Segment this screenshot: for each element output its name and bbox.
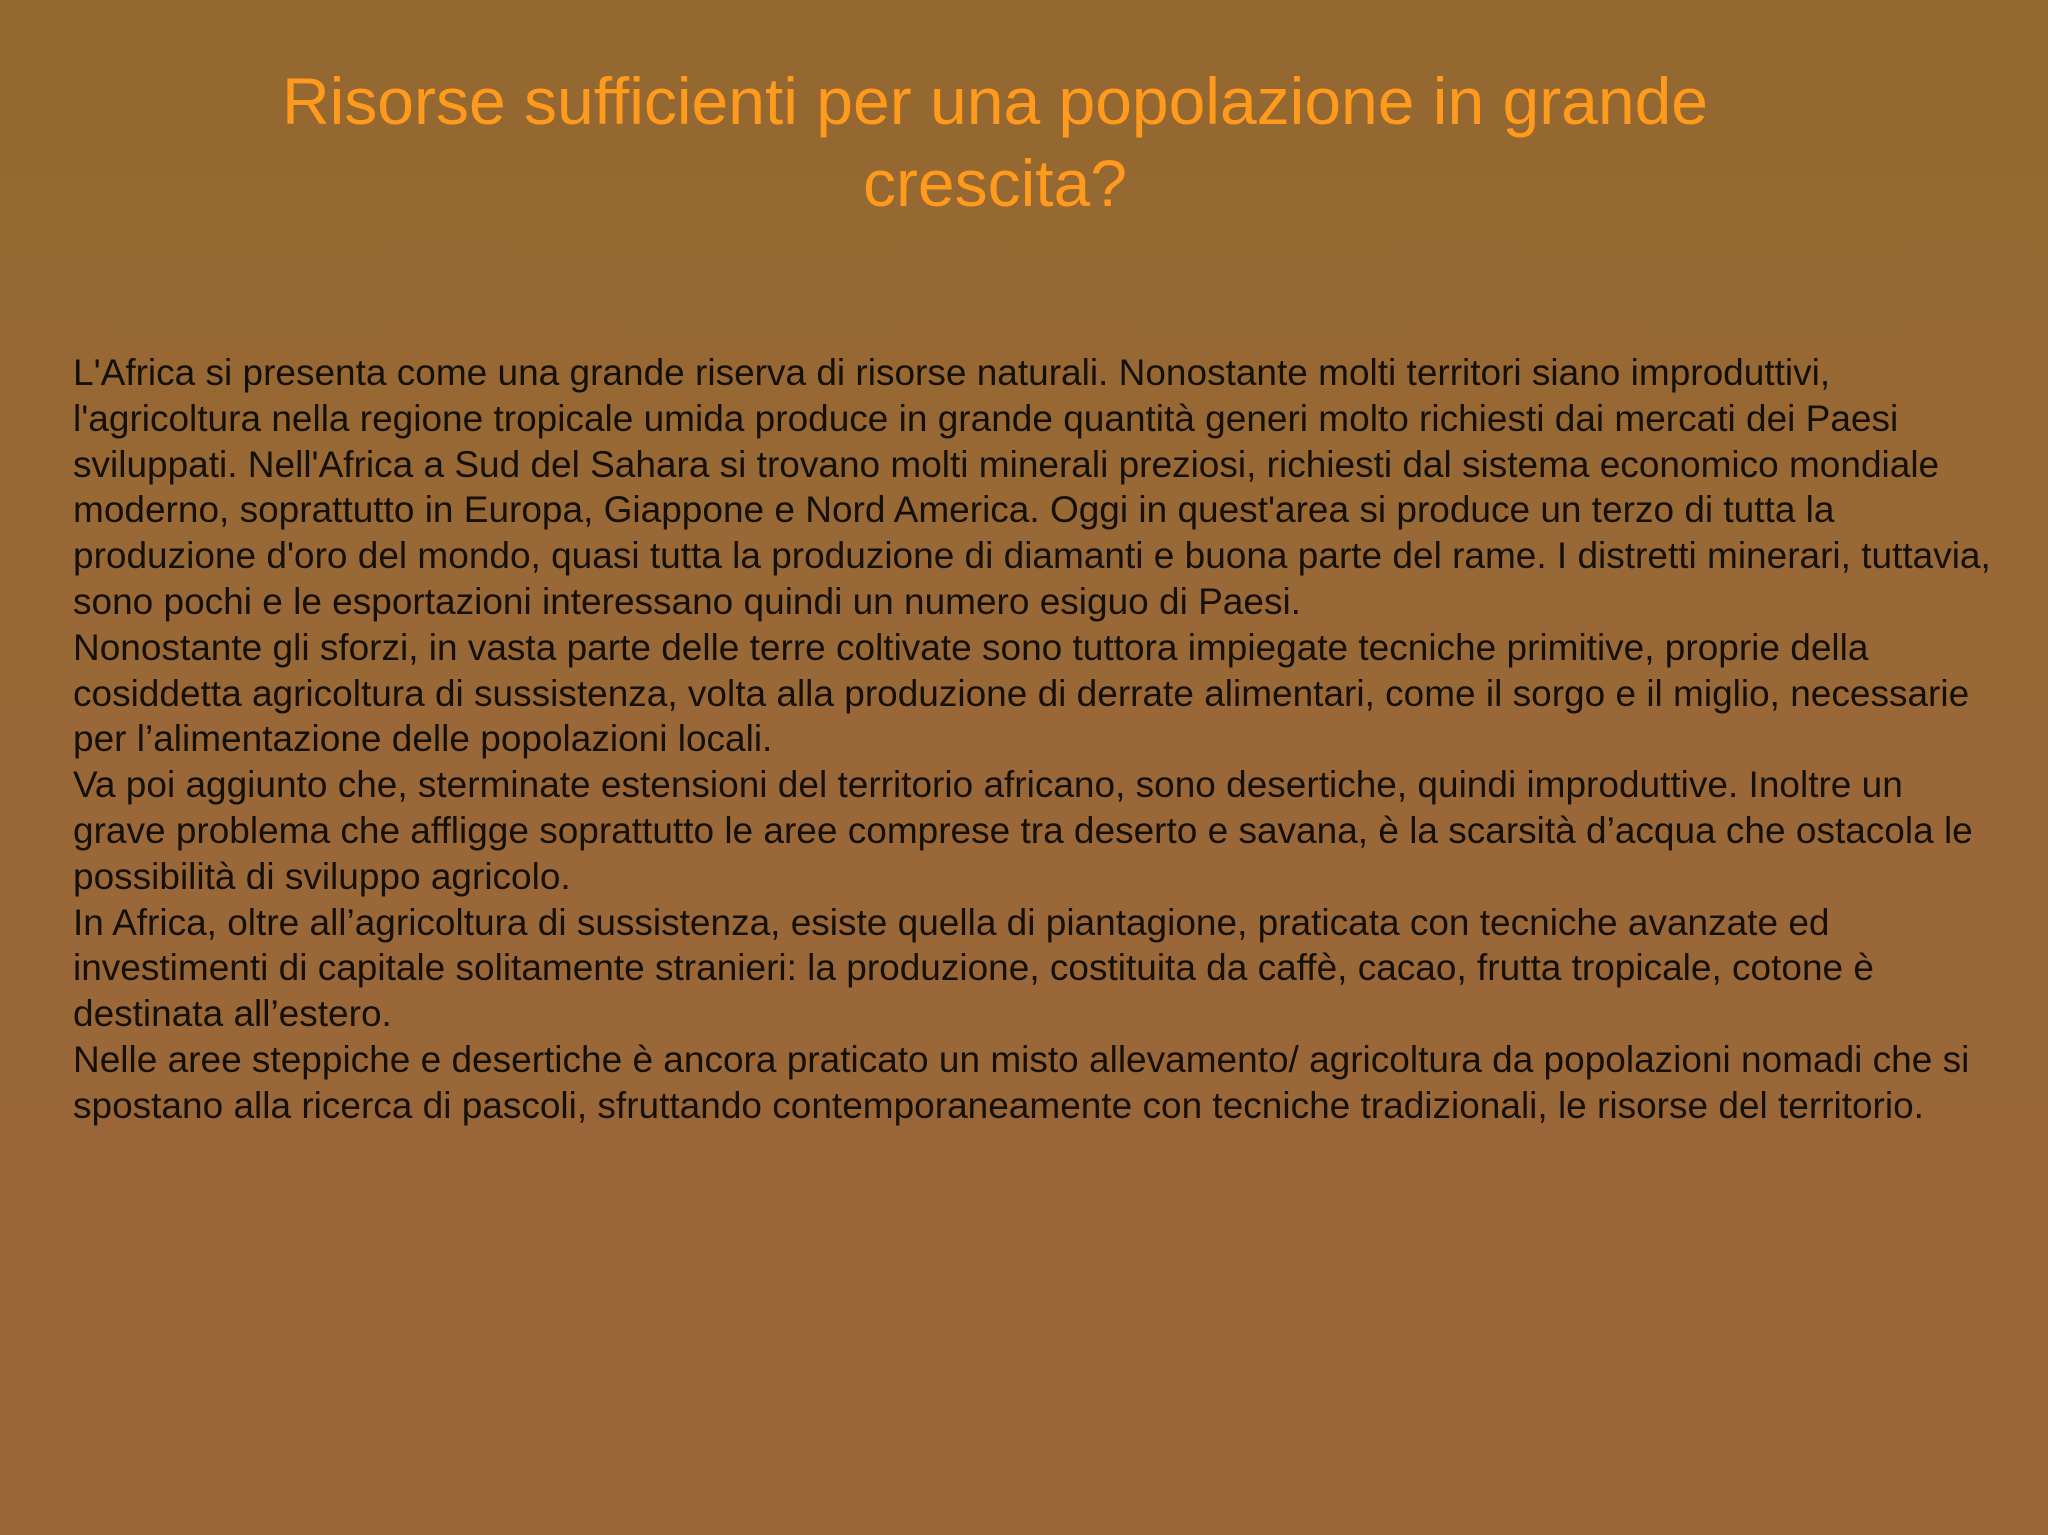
slide-title — [150, 60, 1840, 224]
slide-title-line-2: crescita? — [862, 146, 1128, 220]
body-paragraph-subsistence: Nonostante gli sforzi, in vasta parte delle terre coltivate sono tuttora impiegate tecniche primitive, proprie della cosiddetta agricoltura di sussistenza, volta alla produzione di derrate alimentari, come il sorgo e il miglio, necessarie per l’alimentazione delle popolazioni locali. — [73, 626, 1970, 760]
slide-body — [73, 350, 1993, 1129]
slide-title-line-1: Risorse sufficienti per una popolazione in grande — [281, 64, 1709, 138]
body-paragraph-plantations: In Africa, oltre all’agricoltura di sussistenza, esiste quella di piantagione, praticata con tecniche avanzate ed investimenti di capitale solitamente stranieri: la produzione, costituita da caffè, cacao, frutta tropicale, cotone è destinata all’estero. — [73, 901, 1874, 1035]
body-paragraph-nomads: Nelle aree steppiche e desertiche è ancora praticato un misto allevamento/ agricoltura da popolazioni nomadi che si spostano alla ricerca di pascoli, sfruttando contemporaneamente con tecniche tradizionali, le risorse del territorio. — [73, 1038, 1970, 1126]
body-paragraph-deserts: Va poi aggiunto che, sterminate estensioni del territorio africano, sono desertiche, quindi improduttive. Inoltre un grave problema che affligge soprattutto le aree comprese tra deserto e savana, è la scarsità d’acqua che ostacola le possibilità di sviluppo agricolo. — [73, 764, 1973, 897]
body-paragraph-resources: L'Africa si presenta come una grande riserva di risorse naturali. Nonostante molti territori siano improduttivi, l'agricoltura nella regione tropicale umida produce in grande quantità generi molto richiesti dai mercati dei Paesi sviluppati. Nell'Africa a Sud del Sahara si trovano molti minerali preziosi, richiesti dal sistema economico mondiale moderno, soprattutto in Europa, Giappone e Nord America. Oggi in quest'area si produce un terzo di tutta la produzione d'oro del mondo, quasi tutta la produzione di diamanti e buona parte del rame. I distretti minerari, tuttavia, sono pochi e le esportazioni interessano quindi un numero esiguo di Paesi. — [73, 352, 1991, 622]
